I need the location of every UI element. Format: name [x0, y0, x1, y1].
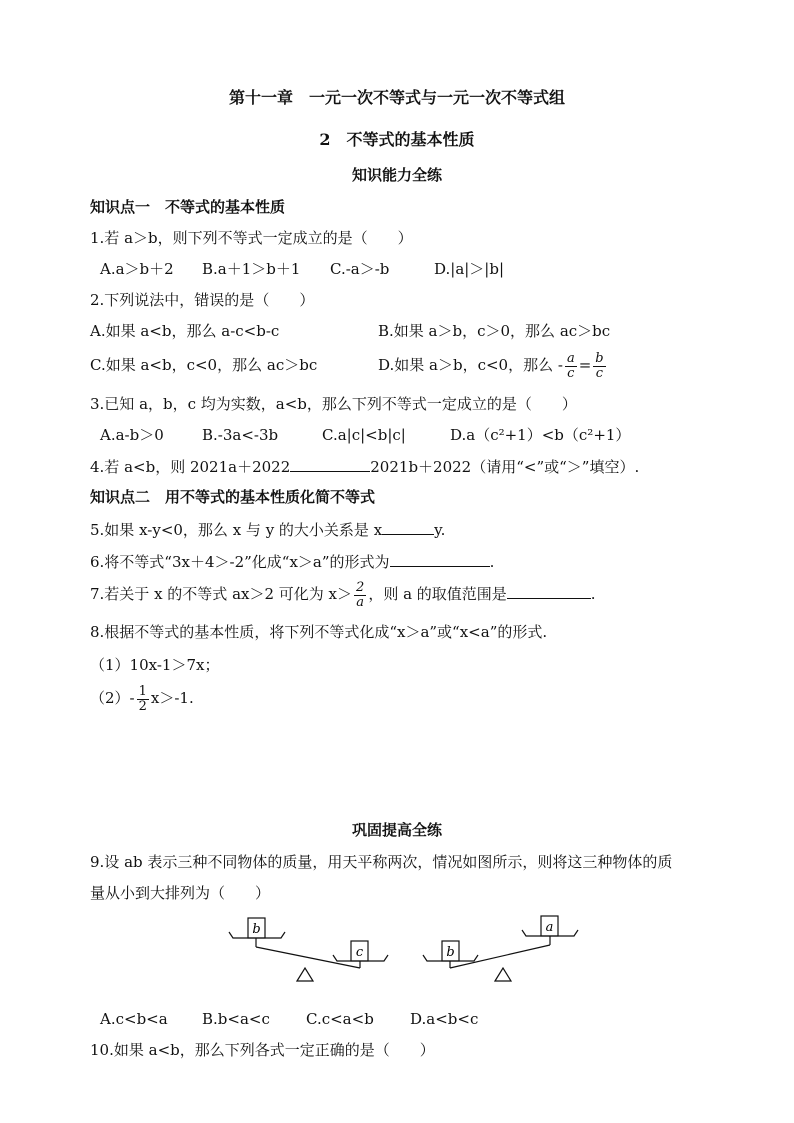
q2-option-d-text: D.如果 a＞b，c<0，那么 - [378, 356, 563, 374]
q5 [90, 520, 445, 540]
q9-options [100, 1009, 478, 1029]
q1-option-a: A.a＞b＋2 [100, 260, 174, 278]
q1-option-d: D.|a|＞|b| [434, 260, 505, 278]
balance-scales-figure [0, 908, 794, 988]
q4-text-post: 2021b＋2022（请用“<”或“＞”填空）. [370, 458, 640, 476]
q6-text-post: . [489, 553, 495, 571]
q2-option-a: A.如果 a<b，那么 a-c<b-c [90, 322, 280, 340]
q4-answer-blank[interactable] [290, 457, 370, 472]
q8-part-2-pre: （2）- [90, 689, 135, 707]
q6-answer-blank[interactable] [390, 552, 490, 567]
q1-stem: 1.若 a＞b，则下列不等式一定成立的是（ ） [90, 229, 413, 247]
part1-title: 知识能力全练 [351, 166, 442, 184]
q9-option-a: A.c<b<a [100, 1010, 168, 1028]
section-title: 2 不等式的基本性质 [319, 130, 475, 149]
scale-2-beam [450, 945, 550, 968]
part2-title: 巩固提高全练 [351, 821, 442, 839]
q10-stem: 10.如果 a<b，那么下列各式一定正确的是（ ） [90, 1041, 435, 1059]
q7 [90, 576, 596, 612]
q2-option-d [378, 348, 608, 382]
q8-stem: 8.根据不等式的基本性质，将下列不等式化成“x＞a”或“x<a”的形式. [90, 623, 548, 641]
object-label-b-2: b [446, 945, 455, 960]
q6 [90, 552, 494, 572]
q3-option-a: A.a-b＞0 [100, 426, 164, 444]
q9-option-c: C.c<a<b [306, 1010, 374, 1028]
q8-fraction-1-over-2: $\frac{1}{2}$ [138, 683, 147, 714]
q3-option-d: D.a（c²+1）<b（c²+1） [450, 426, 631, 444]
q5-text-pre: 5.如果 x-y<0，那么 x 与 y 的大小关系是 x [90, 521, 383, 539]
q3-stem: 3.已知 a，b，c 均为实数，a<b，那么下列不等式一定成立的是（ ） [90, 395, 577, 413]
q9-stem-line2: 量从小到大排列为（ ） [90, 884, 271, 902]
q9-option-d: D.a<b<c [410, 1010, 479, 1028]
q4 [90, 457, 639, 477]
q5-answer-blank[interactable] [382, 520, 434, 535]
q2-equals: = [578, 356, 592, 374]
q9-option-b: B.b<a<c [202, 1010, 270, 1028]
q2-option-b: B.如果 a＞b，c＞0，那么 ac＞bc [378, 322, 611, 340]
q7-fraction-2-over-a: $\frac{2}{a}$ [356, 579, 365, 610]
q2-option-c: C.如果 a<b，c<0，那么 ac＞bc [90, 356, 318, 374]
scale-1-fulcrum [297, 968, 313, 981]
q3-option-c: C.a|c|<b|c| [322, 426, 406, 444]
object-label-c: c [355, 945, 364, 960]
knowledge-point-2: 知识点二 用不等式的基本性质化简不等式 [90, 488, 376, 506]
q9-stem-line1: 9.设 ab 表示三种不同物体的质量，用天平称两次，情况如图所示，则将这三种物体的质 [90, 853, 673, 871]
chapter-title: 第十一章 一元一次不等式与一元一次不等式组 [228, 88, 565, 107]
q3-option-b: B.-3a<-3b [202, 426, 279, 444]
q7-answer-blank[interactable] [507, 584, 591, 599]
q1-option-c: C.-a＞-b [330, 260, 390, 278]
scale-2-fulcrum [495, 968, 511, 981]
q8-part-2-post: x＞-1. [150, 689, 194, 707]
q7-text-mid: ，则 a 的取值范围是 [368, 585, 507, 603]
q7-text-post: . [590, 585, 596, 603]
q1-options [100, 259, 504, 279]
knowledge-point-1: 知识点一 不等式的基本性质 [90, 198, 286, 216]
q2-stem: 2.下列说法中，错误的是（ ） [90, 291, 315, 309]
scale-1-beam [256, 947, 360, 968]
object-label-b-1: b [252, 922, 261, 937]
q6-text-pre: 6.将不等式“3x＋4＞-2”化成“x＞a”的形式为 [90, 553, 390, 571]
q2-fraction-a-over-c: $\frac{a}{c}$ [566, 350, 575, 381]
q5-text-post: y. [434, 521, 446, 539]
q3-options [100, 425, 630, 445]
q8-part-1: （1）10x-1＞7x； [90, 656, 220, 674]
q2-fraction-b-over-c: $\frac{b}{c}$ [595, 350, 604, 381]
q8-part-2 [90, 680, 194, 716]
q4-text-pre: 4.若 a<b，则 2021a＋2022 [90, 458, 291, 476]
object-label-a: a [545, 920, 554, 935]
q7-text-pre: 7.若关于 x 的不等式 ax＞2 可化为 x＞ [90, 585, 353, 603]
q1-option-b: B.a＋1＞b＋1 [202, 260, 301, 278]
